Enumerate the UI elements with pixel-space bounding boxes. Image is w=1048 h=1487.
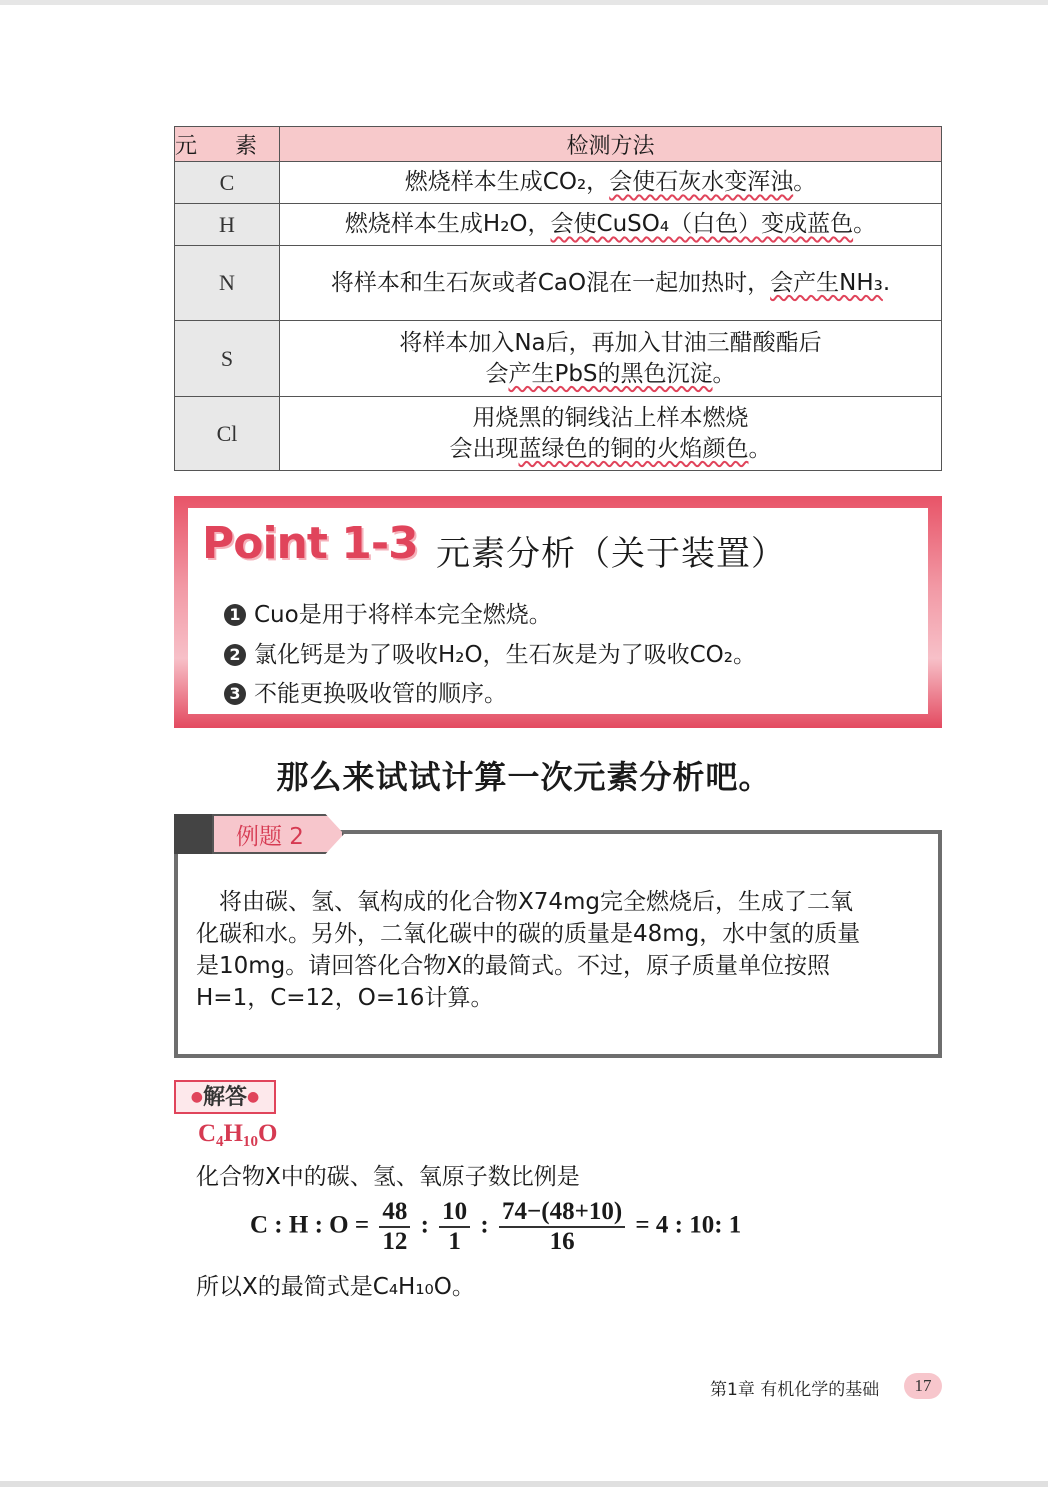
method-cell: 燃烧样本生成CO₂，会使石灰水变浑浊。 xyxy=(280,162,942,204)
answer-tag: ●解答● xyxy=(174,1080,276,1114)
page-top-edge xyxy=(0,0,1048,5)
element-cell: Cl xyxy=(175,397,280,471)
page-number: 17 xyxy=(904,1373,942,1399)
fraction-h: $\frac{10}{1}$ xyxy=(439,1198,470,1256)
table-row xyxy=(175,246,942,321)
point-logo: Point 1-3 xyxy=(202,518,418,569)
fraction-o: $\frac{74-(48+10)}{16}$ xyxy=(499,1198,625,1256)
answer-line-2: 所以X的最简式是C₄H₁₀O。 xyxy=(196,1274,475,1300)
point-item: 3 不能更换吸收管的顺序。 xyxy=(224,675,507,708)
header-element: 元 素 xyxy=(175,127,280,162)
number-2-icon: 2 xyxy=(224,644,246,666)
table-row xyxy=(175,397,942,471)
example-tab-corner xyxy=(174,814,214,854)
number-1-icon: 1 xyxy=(224,604,246,626)
lead-sentence: 那么来试试计算一次元素分析吧。 xyxy=(276,758,772,796)
element-cell: C xyxy=(175,162,280,204)
method-cell: 燃烧样本生成H₂O，会使CuSO₄（白色）变成蓝色。 xyxy=(280,204,942,246)
chapter-footer: 第1章 有机化学的基础 xyxy=(710,1380,880,1400)
method-cell: 将样本加入Na后，再加入甘油三醋酸酯后 会产生PbS的黑色沉淀。 xyxy=(280,321,942,397)
answer-line-1: 化合物X中的碳、氢、氧原子数比例是 xyxy=(196,1164,580,1190)
page-bottom-edge xyxy=(0,1481,1048,1487)
point-item: 1 Cuo是用于将样本完全燃烧。 xyxy=(224,596,552,629)
method-cell: 将样本和生石灰或者CaO混在一起加热时，会产生NH₃. xyxy=(280,246,942,321)
answer-formula: C₄H₁₀O xyxy=(198,1120,278,1147)
point-item: 2 氯化钙是为了吸收H₂O，生石灰是为了吸收CO₂。 xyxy=(224,636,756,669)
fraction-c: $\frac{48}{12}$ xyxy=(379,1198,410,1256)
ratio-calculation: C : H : O = $\frac{48}{12}$ : $\frac{10}{1}$ : $\frac{74-(48+10)}{16}$ = 4 : 10: 1 xyxy=(250,1198,742,1255)
element-cell: S xyxy=(175,321,280,397)
element-detection-table xyxy=(174,126,942,471)
element-cell: N xyxy=(175,246,280,321)
table-row xyxy=(175,204,942,246)
number-3-icon: 3 xyxy=(224,683,246,705)
example-tab-label: 例题 2 xyxy=(236,824,304,850)
method-cell: 用烧黑的铜线沾上样本燃烧 会出现蓝绿色的铜的火焰颜色。 xyxy=(280,397,942,471)
example-text: 将由碳、氢、氧构成的化合物X74mg完全燃烧后，生成了二氧 化碳和水。另外，二氧化碳中的碳的质量是48mg，水中氢的质量 是10mg。请回答化合物X的最简式。不过，原子质量单位按照 H=1，C=12，O=16计算。 xyxy=(196,889,861,1011)
header-method: 检测方法 xyxy=(280,127,942,162)
element-cell: H xyxy=(175,204,280,246)
point-title: 元素分析（关于装置） xyxy=(436,534,786,574)
table-row xyxy=(175,162,942,204)
table-row xyxy=(175,321,942,397)
